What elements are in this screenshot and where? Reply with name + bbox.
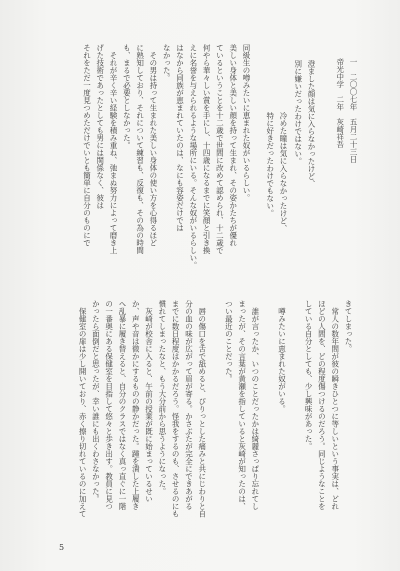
text-line: している自分としても、少し興味があった。: [304, 300, 314, 450]
epigraph-line: 別に嫌いだったわけではない。: [293, 60, 303, 165]
text-line: 噂みたいに恵まれた奴がいる。: [277, 300, 287, 413]
text-line: 灰崎が校舎に入ると、午前の授業が既に始まっているせい: [144, 300, 154, 503]
text-line: えに名誉を与えられるような場所にいる。そんな奴がいるらしい。: [188, 44, 198, 269]
text-line: かったら面倒だと思ったが、幸い誰にも出くわさなかった。: [91, 300, 101, 503]
text-line: それが辛く辛い経験を積み重ね、弛まぬ努力によって磨き上: [109, 44, 119, 254]
text-line: 誰が言ったか、いつのことだったかは綺麗さっぱり忘れてし: [250, 300, 260, 510]
epigraph-line: 澄ました顔は気に入らなかったけど、: [307, 60, 316, 188]
text-line: 慣れてしまったなと、もう大分前から思うようになった。: [157, 300, 167, 495]
text-line: 常人の数年間が彼の瞬きひとつに等しいという事実は、どれ: [330, 300, 340, 510]
text-line: の一番奥にある保健室を目指して悠々と歩き出す。教員に見つ: [104, 300, 114, 510]
chapter-byline: 帝光中学 二年 灰崎祥吾: [335, 58, 345, 148]
text-line: なかった。: [162, 44, 172, 82]
text-line: きてしまった。: [344, 300, 353, 353]
chapter-header: [330, 58, 360, 188]
text-line: ほどの人間を、どの程度傷つけるのだろう。同じようなことを: [317, 300, 327, 510]
text-line: それをただ一度見つめただけでいとも簡単に自分のものにで: [82, 44, 92, 247]
epigraph-second-couplet: [260, 112, 290, 242]
text-line: も、まるで必要としなかった。: [122, 44, 132, 149]
epigraph-line: 冷めた瞳は気に入らなかったけど、: [279, 112, 288, 232]
epigraph-first-couplet: [288, 60, 318, 190]
text-line: まったが、その言葉が黄瀬を指していると灰崎が知ったのは、: [237, 300, 247, 510]
text-line: か、声や音は微かにするものの静かだった。踵を潰した上履き: [131, 300, 141, 510]
text-line: その男は持って生まれた美しい身体の使い方を心得るほど: [148, 44, 158, 247]
page-number: 5: [59, 543, 65, 552]
text-line: へ乱暴に履き替えると、自分のクラスではなく真っ直ぐに一階: [117, 300, 127, 510]
text-line: 美しい身体と美しい顔を持って生まれ、その姿かたちが優れ: [228, 44, 238, 247]
lower-tier-text: [71, 300, 355, 532]
text-line: 何やら華々しい賞を手にし、十四歳になるまでに笑顔と引き換: [202, 44, 212, 254]
epigraph-line: 特に好きだったわけでもない。: [265, 112, 275, 217]
text-line: 同級生の噂みたいに恵まれた奴がいるらしい。: [242, 44, 251, 202]
text-line: までに数日程度はかかるだろう。怪我をするのも、させるのにも: [171, 300, 181, 518]
text-line: はなから同族が恵まれていたのは、なにも容姿だけでは: [175, 44, 185, 232]
text-line: 唇の傷口を舌で舐めると、ぴりっとした痛みと共にじわりと自: [197, 300, 207, 518]
text-line: つい最近のことだった。: [224, 300, 234, 383]
chapter-date-line: 一 二〇〇七年 五月二十三日: [349, 58, 358, 163]
text-line: ているということを十二歳で世間に改めて認められ、十二歳で: [215, 44, 225, 254]
upper-tier-text: [73, 44, 253, 276]
text-line: に熟知しており、それについて練習も、反復も、その為の時間: [135, 44, 145, 254]
text-line: 保健室の扉は少し開いており、赤く擦り切れているのに加えて: [78, 300, 88, 518]
text-line: 分の血の味が広がって眉が寄る。かさぶたが完全にできあがる: [184, 300, 194, 510]
text-line: げた技術であったとしても男には関係なく、彼は: [95, 44, 105, 209]
